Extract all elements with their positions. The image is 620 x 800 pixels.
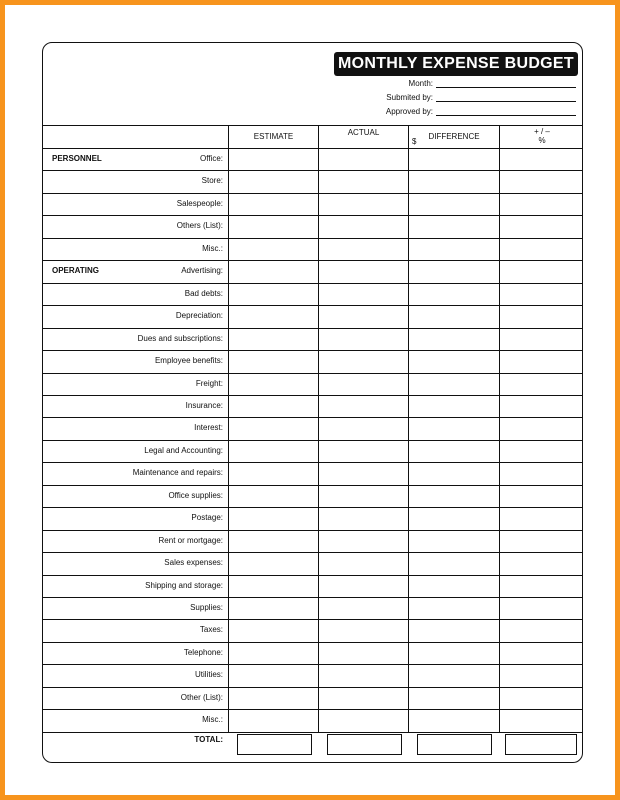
- row-divider: [43, 350, 582, 351]
- row-label: Office supplies:: [168, 490, 223, 500]
- row-label: Office:: [200, 154, 223, 163]
- row-divider: [43, 709, 582, 710]
- row-divider: [43, 440, 582, 441]
- row-divider: [43, 238, 582, 239]
- row-label: Freight:: [195, 378, 223, 388]
- row-label: Telephone:: [183, 647, 223, 657]
- row-divider: [43, 619, 582, 620]
- total-estimate-box[interactable]: [237, 734, 312, 755]
- section-label: PERSONNEL: [52, 154, 102, 163]
- column-divider: [318, 148, 319, 732]
- difference-label: DIFFERENCE: [428, 132, 480, 141]
- total-actual-box[interactable]: [327, 734, 402, 755]
- form-title: MONTHLY EXPENSE BUDGET: [334, 52, 578, 76]
- row-label: Postage:: [191, 513, 223, 523]
- row-divider: [43, 395, 582, 396]
- row-divider: [43, 507, 582, 508]
- row-label: Store:: [201, 176, 223, 186]
- column-plus-minus: [499, 126, 583, 148]
- row-divider: [43, 552, 582, 553]
- approved-by-line[interactable]: [436, 108, 576, 116]
- row-label: Misc.:: [202, 715, 223, 725]
- row-label: Salespeople:: [176, 198, 223, 208]
- row-divider: [43, 462, 582, 463]
- row-label: Taxes:: [199, 625, 223, 635]
- row-label: Utilities:: [194, 670, 223, 680]
- submitted-by-line[interactable]: [436, 94, 576, 102]
- row-divider: [43, 125, 582, 126]
- submitted-by-field[interactable]: [386, 93, 576, 102]
- budget-form: [42, 42, 583, 763]
- row-label: Maintenance and repairs:: [132, 468, 223, 478]
- row-label: Insurance:: [185, 400, 223, 410]
- row-label: Employee benefits:: [154, 356, 223, 366]
- row-label: Supplies:: [190, 603, 223, 612]
- row-label: Rent or mortgage:: [158, 535, 223, 545]
- row-label: Shipping and storage:: [145, 580, 223, 590]
- row-divider: [43, 283, 582, 284]
- row-divider: [43, 417, 582, 418]
- row-divider: [43, 215, 582, 216]
- row-label: Bad debts:: [184, 288, 223, 298]
- row-divider: [43, 148, 582, 149]
- month-field[interactable]: [409, 79, 576, 88]
- row-divider: [43, 530, 582, 531]
- submitted-by-label: Submited by:: [386, 93, 433, 102]
- row-divider: [43, 485, 582, 486]
- total-percent-box[interactable]: [505, 734, 577, 755]
- column-difference: [408, 126, 499, 148]
- total-difference-box[interactable]: [417, 734, 492, 755]
- approved-by-field[interactable]: [386, 107, 576, 116]
- row-divider: [43, 732, 582, 733]
- row-divider: [43, 170, 582, 171]
- row-label: Other (List):: [180, 692, 223, 702]
- plus-minus-label: + / –: [534, 127, 550, 136]
- column-divider: [408, 148, 409, 732]
- row-divider: [43, 642, 582, 643]
- row-label: Sales expenses:: [164, 558, 223, 568]
- column-divider: [499, 148, 500, 732]
- row-label: Advertising:: [181, 266, 223, 276]
- dollar-sign: $: [412, 137, 417, 146]
- column-divider: [228, 148, 229, 732]
- percent-label: %: [538, 136, 546, 145]
- total-label: TOTAL:: [194, 735, 223, 744]
- row-divider: [43, 597, 582, 598]
- row-divider: [43, 305, 582, 306]
- month-label: Month:: [408, 79, 433, 88]
- row-label: Depreciation:: [175, 311, 223, 321]
- row-label: Dues and subscriptions:: [137, 333, 223, 343]
- row-divider: [43, 260, 582, 261]
- row-divider: [43, 664, 582, 665]
- row-divider: [43, 328, 582, 329]
- column-estimate: ESTIMATE: [228, 126, 318, 148]
- row-label: Misc.:: [202, 243, 223, 253]
- row-label: Legal and Accounting:: [144, 445, 223, 455]
- row-label: Others (List):: [176, 221, 223, 231]
- row-divider: [43, 373, 582, 374]
- row-divider: [43, 687, 582, 688]
- row-label: Interest:: [194, 423, 223, 433]
- approved-by-label: Approved by:: [385, 107, 433, 116]
- column-actual: ACTUAL: [318, 126, 408, 148]
- section-label: OPERATING: [52, 266, 99, 276]
- month-line[interactable]: [436, 80, 576, 88]
- row-divider: [43, 575, 582, 576]
- row-divider: [43, 193, 582, 194]
